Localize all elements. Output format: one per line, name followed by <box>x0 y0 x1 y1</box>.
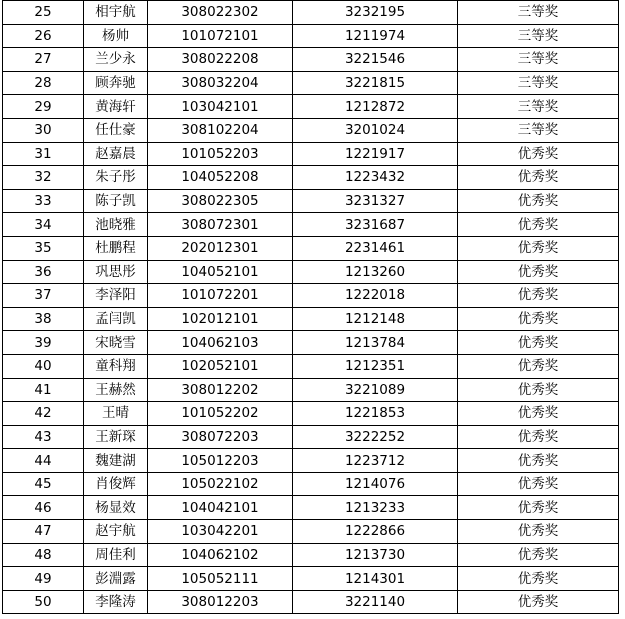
award-cell: 三等奖 <box>458 48 619 72</box>
student-id-cell: 104052208 <box>148 166 293 190</box>
name-cell: 巩思彤 <box>84 260 148 284</box>
award-cell: 优秀奖 <box>458 590 619 614</box>
table-row <box>3 425 619 449</box>
rank-cell: 41 <box>3 378 84 402</box>
student-id-cell: 104062102 <box>148 543 293 567</box>
rank-cell: 27 <box>3 48 84 72</box>
name-cell: 童科翔 <box>84 354 148 378</box>
name-cell: 孟闫凯 <box>84 307 148 331</box>
table-row <box>3 449 619 473</box>
student-id-cell: 101072101 <box>148 24 293 48</box>
code-cell: 1221853 <box>293 402 458 426</box>
award-cell: 优秀奖 <box>458 402 619 426</box>
rank-cell: 45 <box>3 472 84 496</box>
award-cell: 优秀奖 <box>458 378 619 402</box>
rank-cell: 28 <box>3 71 84 95</box>
name-cell: 王新琛 <box>84 425 148 449</box>
name-cell: 赵嘉晨 <box>84 142 148 166</box>
rank-cell: 26 <box>3 24 84 48</box>
table-row <box>3 284 619 308</box>
code-cell: 2231461 <box>293 236 458 260</box>
table-row <box>3 48 619 72</box>
rank-cell: 29 <box>3 95 84 119</box>
rank-cell: 40 <box>3 354 84 378</box>
rank-cell: 33 <box>3 189 84 213</box>
code-cell: 1222018 <box>293 284 458 308</box>
award-cell: 优秀奖 <box>458 354 619 378</box>
award-list-sheet <box>2 0 618 614</box>
name-cell: 顾奔驰 <box>84 71 148 95</box>
table-row <box>3 496 619 520</box>
code-cell: 3221140 <box>293 590 458 614</box>
student-id-cell: 105052111 <box>148 567 293 591</box>
rank-cell: 35 <box>3 236 84 260</box>
rank-cell: 48 <box>3 543 84 567</box>
student-id-cell: 308072203 <box>148 425 293 449</box>
award-cell: 三等奖 <box>458 24 619 48</box>
rank-cell: 36 <box>3 260 84 284</box>
code-cell: 1212148 <box>293 307 458 331</box>
student-id-cell: 105022102 <box>148 472 293 496</box>
code-cell: 1211974 <box>293 24 458 48</box>
table-row <box>3 354 619 378</box>
code-cell: 3201024 <box>293 118 458 142</box>
award-cell: 优秀奖 <box>458 331 619 355</box>
code-cell: 1212351 <box>293 354 458 378</box>
rank-cell: 32 <box>3 166 84 190</box>
award-cell: 优秀奖 <box>458 166 619 190</box>
award-cell: 优秀奖 <box>458 543 619 567</box>
award-cell: 优秀奖 <box>458 472 619 496</box>
table-row <box>3 402 619 426</box>
rank-cell: 30 <box>3 118 84 142</box>
name-cell: 杜鹏程 <box>84 236 148 260</box>
code-cell: 1213260 <box>293 260 458 284</box>
table-row <box>3 472 619 496</box>
rank-cell: 47 <box>3 520 84 544</box>
name-cell: 朱子彤 <box>84 166 148 190</box>
table-row <box>3 331 619 355</box>
rank-cell: 42 <box>3 402 84 426</box>
name-cell: 杨显效 <box>84 496 148 520</box>
code-cell: 3221546 <box>293 48 458 72</box>
name-cell: 彭淵露 <box>84 567 148 591</box>
name-cell: 兰少永 <box>84 48 148 72</box>
table-row <box>3 590 619 614</box>
code-cell: 1223712 <box>293 449 458 473</box>
student-id-cell: 104052101 <box>148 260 293 284</box>
rank-cell: 25 <box>3 1 84 25</box>
table-row <box>3 24 619 48</box>
name-cell: 王晴 <box>84 402 148 426</box>
code-cell: 1222866 <box>293 520 458 544</box>
award-cell: 优秀奖 <box>458 425 619 449</box>
code-cell: 1212872 <box>293 95 458 119</box>
code-cell: 1214076 <box>293 472 458 496</box>
award-cell: 优秀奖 <box>458 236 619 260</box>
name-cell: 陈子凯 <box>84 189 148 213</box>
student-id-cell: 101052202 <box>148 402 293 426</box>
award-cell: 三等奖 <box>458 1 619 25</box>
name-cell: 任仕豪 <box>84 118 148 142</box>
code-cell: 3222252 <box>293 425 458 449</box>
award-cell: 优秀奖 <box>458 260 619 284</box>
table-row <box>3 236 619 260</box>
name-cell: 宋晓雪 <box>84 331 148 355</box>
table-row <box>3 166 619 190</box>
student-id-cell: 102052101 <box>148 354 293 378</box>
award-cell: 三等奖 <box>458 118 619 142</box>
code-cell: 3232195 <box>293 1 458 25</box>
award-cell: 优秀奖 <box>458 142 619 166</box>
student-id-cell: 308012203 <box>148 590 293 614</box>
award-cell: 优秀奖 <box>458 520 619 544</box>
student-id-cell: 308022305 <box>148 189 293 213</box>
rank-cell: 43 <box>3 425 84 449</box>
code-cell: 1213233 <box>293 496 458 520</box>
table-row <box>3 307 619 331</box>
table-row <box>3 213 619 237</box>
student-id-cell: 308022302 <box>148 1 293 25</box>
student-id-cell: 102012101 <box>148 307 293 331</box>
student-id-cell: 104062103 <box>148 331 293 355</box>
name-cell: 李隆涛 <box>84 590 148 614</box>
name-cell: 赵宇航 <box>84 520 148 544</box>
name-cell: 杨帅 <box>84 24 148 48</box>
award-table <box>2 0 619 614</box>
code-cell: 1213784 <box>293 331 458 355</box>
name-cell: 魏建湖 <box>84 449 148 473</box>
code-cell: 3231687 <box>293 213 458 237</box>
table-row <box>3 260 619 284</box>
name-cell: 相宇航 <box>84 1 148 25</box>
table-row <box>3 1 619 25</box>
table-row <box>3 543 619 567</box>
rank-cell: 31 <box>3 142 84 166</box>
award-cell: 三等奖 <box>458 71 619 95</box>
table-row <box>3 189 619 213</box>
code-cell: 1221917 <box>293 142 458 166</box>
award-cell: 优秀奖 <box>458 213 619 237</box>
name-cell: 李泽阳 <box>84 284 148 308</box>
code-cell: 1223432 <box>293 166 458 190</box>
student-id-cell: 103042101 <box>148 95 293 119</box>
student-id-cell: 202012301 <box>148 236 293 260</box>
award-cell: 优秀奖 <box>458 449 619 473</box>
student-id-cell: 101072201 <box>148 284 293 308</box>
award-cell: 优秀奖 <box>458 567 619 591</box>
table-row <box>3 567 619 591</box>
table-row <box>3 520 619 544</box>
rank-cell: 44 <box>3 449 84 473</box>
table-row <box>3 95 619 119</box>
name-cell: 肖俊辉 <box>84 472 148 496</box>
award-cell: 优秀奖 <box>458 496 619 520</box>
award-cell: 优秀奖 <box>458 307 619 331</box>
table-row <box>3 142 619 166</box>
table-row <box>3 71 619 95</box>
award-table-body <box>3 1 619 614</box>
student-id-cell: 103042201 <box>148 520 293 544</box>
code-cell: 1213730 <box>293 543 458 567</box>
student-id-cell: 101052203 <box>148 142 293 166</box>
award-cell: 三等奖 <box>458 95 619 119</box>
student-id-cell: 308032204 <box>148 71 293 95</box>
name-cell: 周佳利 <box>84 543 148 567</box>
name-cell: 王赫然 <box>84 378 148 402</box>
student-id-cell: 308072301 <box>148 213 293 237</box>
table-row <box>3 118 619 142</box>
name-cell: 黄海轩 <box>84 95 148 119</box>
rank-cell: 46 <box>3 496 84 520</box>
code-cell: 3231327 <box>293 189 458 213</box>
rank-cell: 34 <box>3 213 84 237</box>
code-cell: 1214301 <box>293 567 458 591</box>
student-id-cell: 308102204 <box>148 118 293 142</box>
award-cell: 优秀奖 <box>458 189 619 213</box>
code-cell: 3221089 <box>293 378 458 402</box>
table-row <box>3 378 619 402</box>
student-id-cell: 105012203 <box>148 449 293 473</box>
student-id-cell: 308012202 <box>148 378 293 402</box>
student-id-cell: 308022208 <box>148 48 293 72</box>
award-cell: 优秀奖 <box>458 284 619 308</box>
name-cell: 池晓雅 <box>84 213 148 237</box>
rank-cell: 50 <box>3 590 84 614</box>
student-id-cell: 104042101 <box>148 496 293 520</box>
rank-cell: 49 <box>3 567 84 591</box>
rank-cell: 39 <box>3 331 84 355</box>
code-cell: 3221815 <box>293 71 458 95</box>
rank-cell: 38 <box>3 307 84 331</box>
rank-cell: 37 <box>3 284 84 308</box>
